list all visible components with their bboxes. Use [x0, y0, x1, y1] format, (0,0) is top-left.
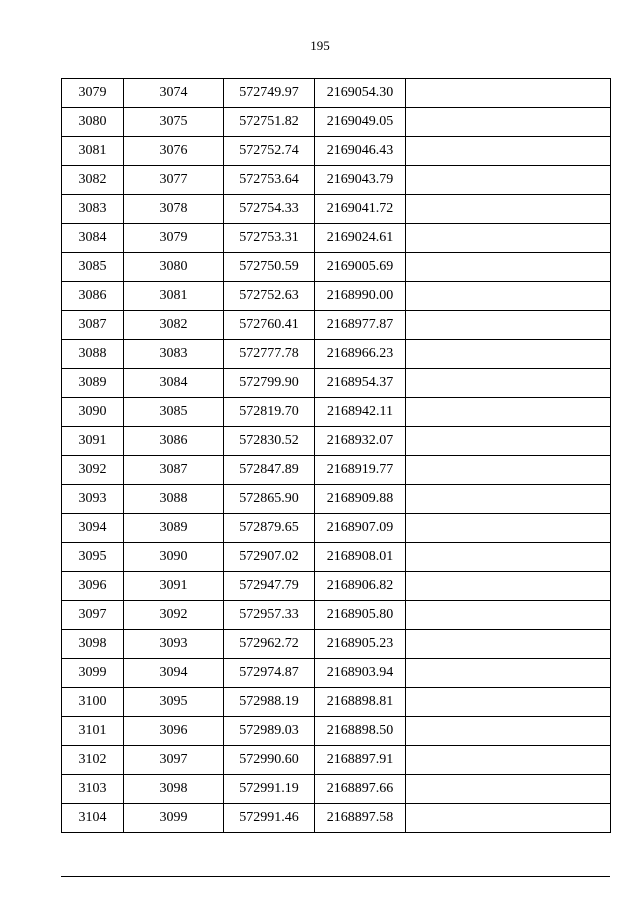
point-id-cell: 3090 [124, 543, 224, 572]
y-coordinate-cell: 2168954.37 [315, 369, 406, 398]
point-id-cell: 3089 [124, 514, 224, 543]
x-coordinate-cell: 572760.41 [224, 311, 315, 340]
row-id-cell: 3083 [62, 195, 124, 224]
notes-cell [406, 398, 611, 427]
notes-cell [406, 572, 611, 601]
row-id-cell: 3082 [62, 166, 124, 195]
y-coordinate-cell: 2168903.94 [315, 659, 406, 688]
y-coordinate-cell: 2168990.00 [315, 282, 406, 311]
x-coordinate-cell: 572991.19 [224, 775, 315, 804]
notes-cell [406, 427, 611, 456]
y-coordinate-cell: 2168898.81 [315, 688, 406, 717]
point-id-cell: 3096 [124, 717, 224, 746]
x-coordinate-cell: 572830.52 [224, 427, 315, 456]
x-coordinate-cell: 572777.78 [224, 340, 315, 369]
y-coordinate-cell: 2168909.88 [315, 485, 406, 514]
x-coordinate-cell: 572974.87 [224, 659, 315, 688]
row-id-cell: 3089 [62, 369, 124, 398]
notes-cell [406, 485, 611, 514]
notes-cell [406, 340, 611, 369]
table-row [62, 717, 611, 746]
page-number: 195 [310, 38, 330, 53]
x-coordinate-cell: 572752.63 [224, 282, 315, 311]
table-row [62, 630, 611, 659]
footer-rule [61, 876, 610, 877]
y-coordinate-cell: 2168905.23 [315, 630, 406, 659]
notes-cell [406, 775, 611, 804]
coordinates-table [61, 78, 611, 833]
notes-cell [406, 224, 611, 253]
table-row [62, 688, 611, 717]
table-row [62, 659, 611, 688]
row-id-cell: 3079 [62, 79, 124, 108]
point-id-cell: 3083 [124, 340, 224, 369]
y-coordinate-cell: 2168905.80 [315, 601, 406, 630]
x-coordinate-cell: 572754.33 [224, 195, 315, 224]
notes-cell [406, 601, 611, 630]
notes-cell [406, 195, 611, 224]
y-coordinate-cell: 2168942.11 [315, 398, 406, 427]
table-row [62, 804, 611, 833]
x-coordinate-cell: 572988.19 [224, 688, 315, 717]
y-coordinate-cell: 2169024.61 [315, 224, 406, 253]
table-row [62, 398, 611, 427]
row-id-cell: 3085 [62, 253, 124, 282]
point-id-cell: 3092 [124, 601, 224, 630]
table-row [62, 369, 611, 398]
point-id-cell: 3093 [124, 630, 224, 659]
y-coordinate-cell: 2168898.50 [315, 717, 406, 746]
notes-cell [406, 108, 611, 137]
point-id-cell: 3077 [124, 166, 224, 195]
row-id-cell: 3100 [62, 688, 124, 717]
y-coordinate-cell: 2168897.91 [315, 746, 406, 775]
table-row [62, 253, 611, 282]
point-id-cell: 3088 [124, 485, 224, 514]
x-coordinate-cell: 572947.79 [224, 572, 315, 601]
row-id-cell: 3102 [62, 746, 124, 775]
row-id-cell: 3103 [62, 775, 124, 804]
point-id-cell: 3091 [124, 572, 224, 601]
point-id-cell: 3097 [124, 746, 224, 775]
y-coordinate-cell: 2168897.58 [315, 804, 406, 833]
y-coordinate-cell: 2169043.79 [315, 166, 406, 195]
point-id-cell: 3099 [124, 804, 224, 833]
x-coordinate-cell: 572799.90 [224, 369, 315, 398]
y-coordinate-cell: 2169046.43 [315, 137, 406, 166]
row-id-cell: 3090 [62, 398, 124, 427]
row-id-cell: 3092 [62, 456, 124, 485]
table-row [62, 456, 611, 485]
notes-cell [406, 166, 611, 195]
notes-cell [406, 137, 611, 166]
point-id-cell: 3075 [124, 108, 224, 137]
notes-cell [406, 717, 611, 746]
row-id-cell: 3087 [62, 311, 124, 340]
x-coordinate-cell: 572989.03 [224, 717, 315, 746]
x-coordinate-cell: 572907.02 [224, 543, 315, 572]
point-id-cell: 3095 [124, 688, 224, 717]
y-coordinate-cell: 2168919.77 [315, 456, 406, 485]
table-body [62, 79, 611, 833]
point-id-cell: 3074 [124, 79, 224, 108]
table-row [62, 514, 611, 543]
point-id-cell: 3085 [124, 398, 224, 427]
notes-cell [406, 79, 611, 108]
point-id-cell: 3086 [124, 427, 224, 456]
table-row [62, 572, 611, 601]
table-row [62, 775, 611, 804]
table-row [62, 485, 611, 514]
table-row [62, 746, 611, 775]
table-row [62, 340, 611, 369]
point-id-cell: 3078 [124, 195, 224, 224]
table-row [62, 195, 611, 224]
x-coordinate-cell: 572957.33 [224, 601, 315, 630]
x-coordinate-cell: 572991.46 [224, 804, 315, 833]
table-row [62, 79, 611, 108]
table-row [62, 137, 611, 166]
row-id-cell: 3101 [62, 717, 124, 746]
y-coordinate-cell: 2168932.07 [315, 427, 406, 456]
row-id-cell: 3091 [62, 427, 124, 456]
x-coordinate-cell: 572749.97 [224, 79, 315, 108]
point-id-cell: 3084 [124, 369, 224, 398]
notes-cell [406, 804, 611, 833]
point-id-cell: 3080 [124, 253, 224, 282]
x-coordinate-cell: 572751.82 [224, 108, 315, 137]
x-coordinate-cell: 572879.65 [224, 514, 315, 543]
table-row [62, 282, 611, 311]
row-id-cell: 3094 [62, 514, 124, 543]
x-coordinate-cell: 572865.90 [224, 485, 315, 514]
row-id-cell: 3098 [62, 630, 124, 659]
y-coordinate-cell: 2168907.09 [315, 514, 406, 543]
point-id-cell: 3082 [124, 311, 224, 340]
table-row [62, 543, 611, 572]
x-coordinate-cell: 572750.59 [224, 253, 315, 282]
y-coordinate-cell: 2169049.05 [315, 108, 406, 137]
notes-cell [406, 282, 611, 311]
notes-cell [406, 456, 611, 485]
row-id-cell: 3093 [62, 485, 124, 514]
point-id-cell: 3081 [124, 282, 224, 311]
y-coordinate-cell: 2168906.82 [315, 572, 406, 601]
row-id-cell: 3084 [62, 224, 124, 253]
point-id-cell: 3094 [124, 659, 224, 688]
row-id-cell: 3080 [62, 108, 124, 137]
notes-cell [406, 630, 611, 659]
table-row [62, 224, 611, 253]
x-coordinate-cell: 572819.70 [224, 398, 315, 427]
row-id-cell: 3086 [62, 282, 124, 311]
notes-cell [406, 311, 611, 340]
y-coordinate-cell: 2168977.87 [315, 311, 406, 340]
notes-cell [406, 659, 611, 688]
y-coordinate-cell: 2168897.66 [315, 775, 406, 804]
row-id-cell: 3088 [62, 340, 124, 369]
notes-cell [406, 369, 611, 398]
y-coordinate-cell: 2169054.30 [315, 79, 406, 108]
notes-cell [406, 514, 611, 543]
row-id-cell: 3104 [62, 804, 124, 833]
x-coordinate-cell: 572753.31 [224, 224, 315, 253]
point-id-cell: 3087 [124, 456, 224, 485]
row-id-cell: 3097 [62, 601, 124, 630]
row-id-cell: 3096 [62, 572, 124, 601]
notes-cell [406, 746, 611, 775]
x-coordinate-cell: 572753.64 [224, 166, 315, 195]
y-coordinate-cell: 2168966.23 [315, 340, 406, 369]
table-row [62, 601, 611, 630]
table-row [62, 108, 611, 137]
y-coordinate-cell: 2169005.69 [315, 253, 406, 282]
point-id-cell: 3076 [124, 137, 224, 166]
x-coordinate-cell: 572847.89 [224, 456, 315, 485]
point-id-cell: 3079 [124, 224, 224, 253]
y-coordinate-cell: 2168908.01 [315, 543, 406, 572]
x-coordinate-cell: 572990.60 [224, 746, 315, 775]
notes-cell [406, 543, 611, 572]
x-coordinate-cell: 572752.74 [224, 137, 315, 166]
x-coordinate-cell: 572962.72 [224, 630, 315, 659]
table-row [62, 427, 611, 456]
row-id-cell: 3081 [62, 137, 124, 166]
row-id-cell: 3099 [62, 659, 124, 688]
point-id-cell: 3098 [124, 775, 224, 804]
table-row [62, 311, 611, 340]
table-row [62, 166, 611, 195]
notes-cell [406, 688, 611, 717]
y-coordinate-cell: 2169041.72 [315, 195, 406, 224]
notes-cell [406, 253, 611, 282]
row-id-cell: 3095 [62, 543, 124, 572]
